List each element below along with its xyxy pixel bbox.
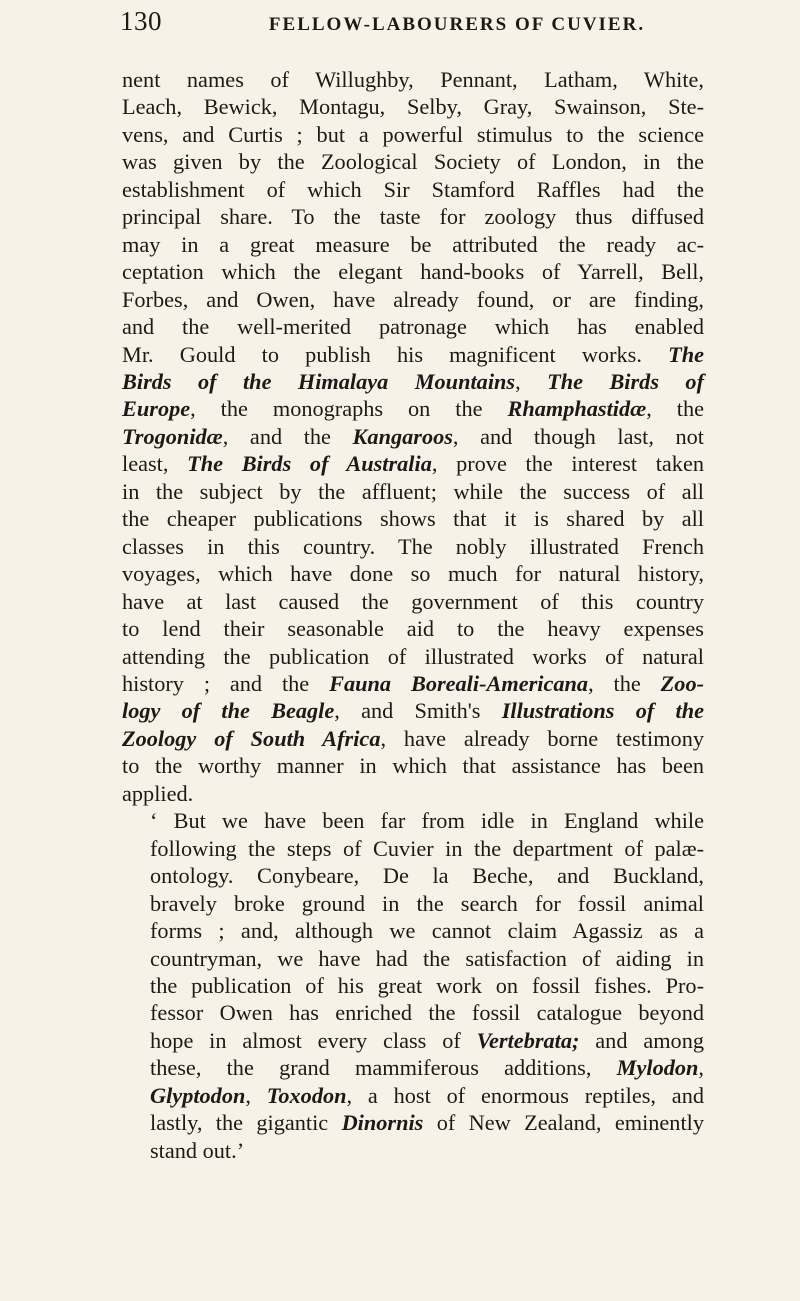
text-line	[122, 1054, 704, 1081]
text-line: principal share. To the taste for zoology thus diffused	[122, 204, 704, 230]
text-line: forms ; and, although we cannot claim Agassiz as a	[150, 918, 704, 944]
text-line	[122, 1082, 704, 1109]
text-line	[122, 341, 704, 368]
italic-title: Kangaroos	[352, 423, 453, 449]
text-line: and the well-merited patronage which has enabled	[122, 314, 704, 340]
text-line	[122, 1027, 704, 1054]
italic-term: Vertebrata;	[476, 1027, 580, 1053]
text-line: bravely broke ground in the search for fossil animal	[150, 890, 704, 916]
text-line: to lend their seasonable aid to the heavy expenses	[122, 616, 704, 642]
page-number: 130	[120, 6, 162, 36]
text-line: nent names of Willughby, Pennant, Latham, White,	[122, 67, 704, 92]
text-line	[122, 725, 704, 752]
text-line: ontology. Conybeare, De la Beche, and Buckland,	[150, 863, 704, 889]
text-line: may in a great measure be attributed the ready ac-	[122, 231, 704, 257]
text-run: ,	[698, 1055, 704, 1081]
text-run: , a host of enormous reptiles, and	[346, 1082, 704, 1108]
text-line: classes in this country. The nobly illustrated French	[122, 533, 704, 559]
text-run: , the	[646, 396, 705, 422]
text-line: the publication of his great work on fossil fishes. Pro-	[150, 972, 704, 998]
text-line	[122, 670, 704, 697]
text-line: have at last caused the government of this country	[122, 588, 704, 614]
text-line	[122, 395, 704, 422]
text-run: lastly, the gigantic	[150, 1110, 329, 1136]
italic-title: Zoology of South Africa	[122, 725, 381, 751]
text-run: hope in almost every class of	[150, 1027, 461, 1053]
text-run: , and though last, not	[452, 423, 705, 449]
text-line	[122, 697, 704, 724]
text-line: ‘ But we have been far from idle in England while	[150, 808, 704, 834]
italic-term: Dinornis	[341, 1110, 424, 1136]
italic-title: Rhamphastidæ	[507, 396, 647, 422]
italic-title: Illustrations of the	[501, 698, 704, 724]
text-run: of New Zealand, eminently	[436, 1110, 704, 1136]
text-run: , have already borne testimony	[380, 725, 704, 751]
text-line	[122, 368, 704, 395]
text-line: the cheaper publications shows that it is shared by all	[122, 506, 704, 532]
italic-title: The Birds of	[547, 368, 704, 394]
paragraph-1	[122, 66, 704, 807]
text-line: fessor Owen has enriched the fossil catalogue beyond	[150, 1000, 704, 1026]
running-header	[120, 6, 716, 42]
text-run: ,	[245, 1082, 251, 1108]
text-line: establishment of which Sir Stamford Raffles had the	[122, 176, 704, 202]
text-run: , prove the interest taken	[431, 451, 704, 477]
text-run: ,	[515, 368, 521, 394]
text-line	[122, 423, 704, 450]
text-line: Forbes, and Owen, have already found, or are finding,	[122, 286, 704, 312]
text-line: voyages, which have done so much for natural history,	[122, 561, 704, 587]
text-run: , and Smith's	[334, 698, 481, 724]
text-line: attending the publication of illustrated works of natural	[122, 643, 704, 669]
text-line	[122, 1109, 704, 1136]
italic-title: Trogonidæ	[122, 423, 223, 449]
text-line: to the worthy manner in which that assistance has been	[122, 753, 704, 779]
text-run: these, the grand mammiferous additions,	[150, 1055, 592, 1081]
text-run: , the monographs on the	[190, 396, 483, 422]
text-line: vens, and Curtis ; but a powerful stimulus to the science	[122, 121, 704, 147]
italic-term: Toxodon	[266, 1082, 347, 1108]
text-run: least,	[122, 451, 169, 477]
text-line: Leach, Bewick, Montagu, Selby, Gray, Swainson, Ste-	[122, 94, 704, 120]
body-text	[122, 66, 704, 1164]
italic-title: The	[668, 341, 704, 367]
italic-title: Fauna Boreali-Americana	[329, 670, 589, 696]
text-line: was given by the Zoological Society of London, in the	[122, 149, 704, 175]
italic-title: Birds of the Himalaya Mountains	[122, 368, 516, 394]
text-line	[122, 450, 704, 477]
italic-title: Zoo-	[660, 670, 705, 696]
text-line: following the steps of Cuvier in the department of palæ-	[150, 835, 704, 861]
italic-term: Mylodon	[616, 1055, 699, 1081]
text-line: ceptation which the elegant hand-books of Yarrell, Bell,	[122, 259, 704, 285]
italic-title: The Birds of Australia	[187, 451, 432, 477]
text-run: and among	[595, 1027, 704, 1053]
italic-title: logy of the Beagle	[122, 698, 335, 724]
italic-term: Glyptodon	[150, 1082, 246, 1108]
paragraph-2	[122, 807, 704, 1164]
text-line: stand out.’	[150, 1137, 245, 1163]
text-line: countryman, we have had the satisfaction of aiding in	[150, 945, 704, 971]
italic-title: Europe	[122, 396, 191, 422]
text-run: history ; and the	[122, 670, 310, 696]
text-line: applied.	[122, 780, 194, 806]
text-run: Mr. Gould to publish his magnificent works.	[122, 341, 642, 367]
text-run: , and the	[222, 423, 331, 449]
running-title: FELLOW-LABOURERS OF CUVIER.	[268, 14, 646, 35]
text-line: in the subject by the affluent; while the success of all	[122, 478, 704, 504]
text-run: , the	[588, 670, 641, 696]
